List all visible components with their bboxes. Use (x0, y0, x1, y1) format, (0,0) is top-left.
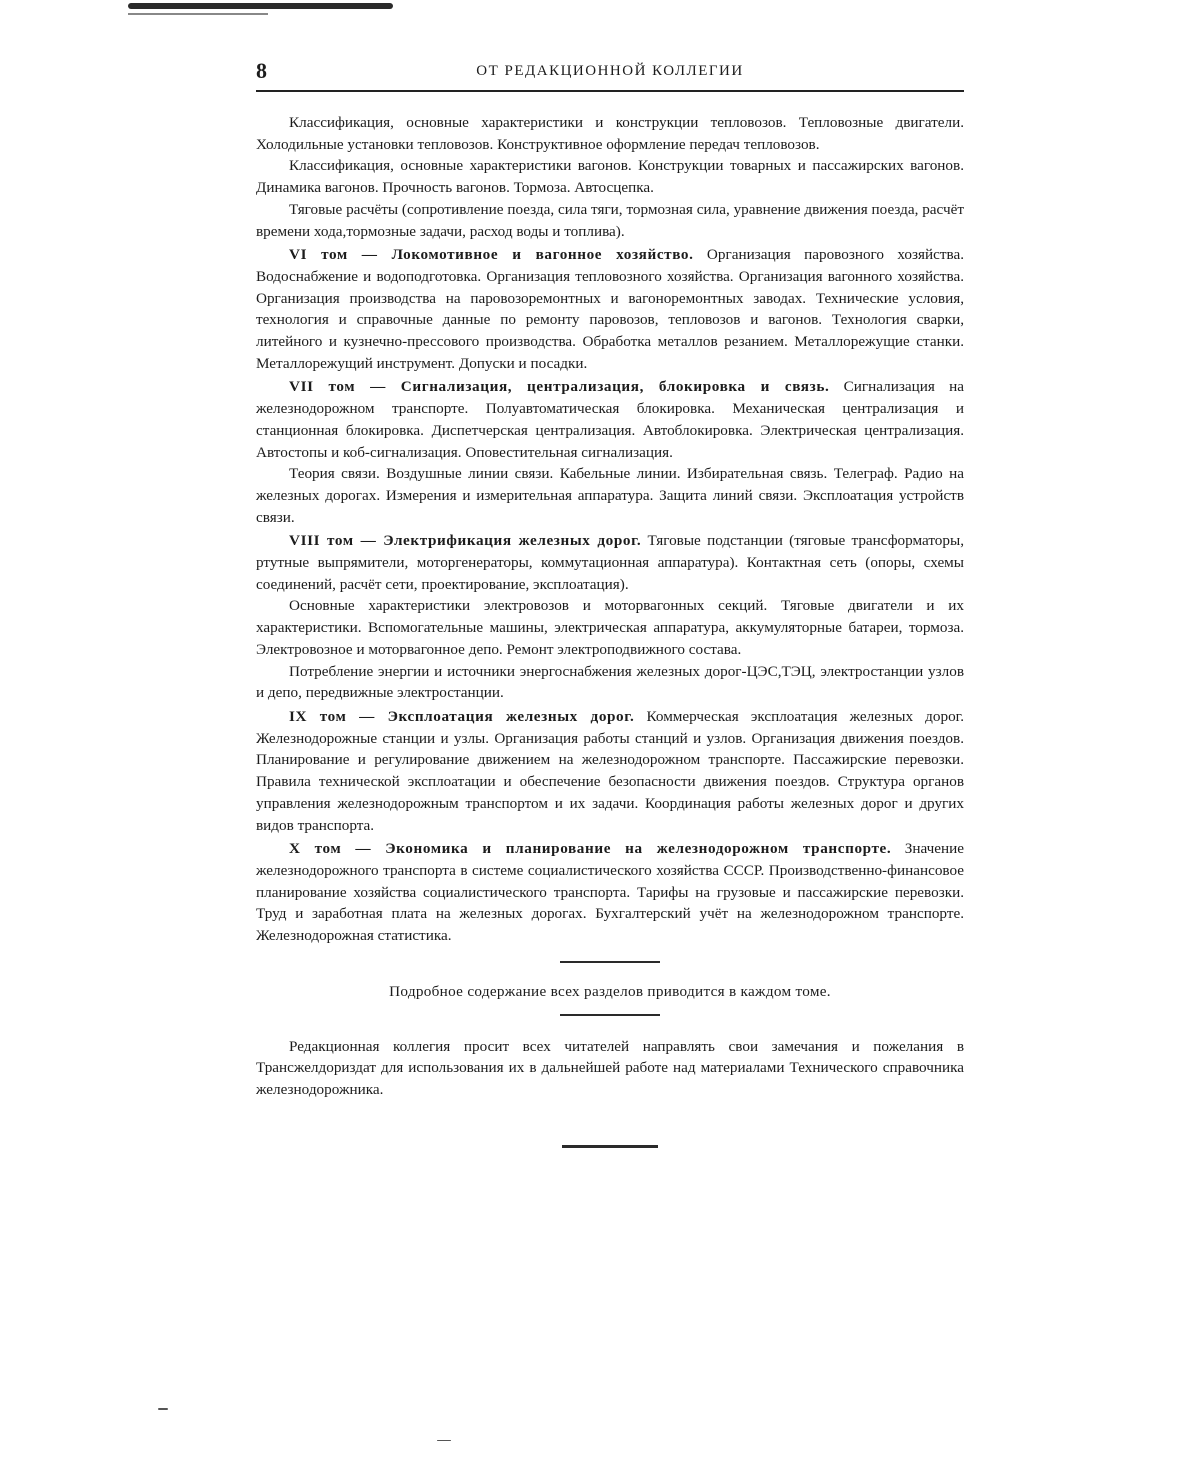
scan-speck (437, 1440, 451, 1441)
section-divider (560, 1014, 660, 1016)
body-paragraph (256, 244, 964, 374)
volume-heading: VI том — Локомотивное и вагонное хозяйство. (289, 246, 694, 264)
paragraph-text: Организация паровозного хозяйства. Водоснабжение и водоподготовка. Организация тепловозного хозяйства. Организация вагонного хозяйства. Организация производства на паровозоремонтных и вагоноремонтных заводах. Технические условия, технология и справочные данные по ремонту паровозов, тепловозов и вагонов. Технология сварки, литейного и кузнечно-прессового производства. Обработка металлов резанием. Металлорежущие станки. Металлорежущий инструмент. Допуски и посадки. (256, 246, 964, 372)
paragraph-text: Тяговые расчёты (сопротивление поезда, сила тяги, тормозная сила, уравнение движения поезда, расчёт времени хода,тормозные задачи, расход воды и топлива). (256, 200, 964, 240)
body-paragraph (256, 838, 964, 947)
paragraph-text: Коммерческая эксплоатация железных дорог. Железнодорожные станции и узлы. Организация работы станций и узлов. Организация движения поездов. Планирование и регулирование движением на железнодорожном транспорте. Пассажирские перевозки. Правила технической эксплоатации и обеспечение безопасности движения поездов. Структура органов управления железнодорожным транспортом и их задачи. Координация работы железных дорог и других видов транспорта. (256, 707, 964, 834)
section-divider (560, 961, 660, 963)
scan-speck (158, 1408, 168, 1410)
scan-edge-mark (128, 3, 393, 9)
scan-edge-mark-thin (128, 13, 268, 15)
body-paragraph (256, 530, 964, 595)
paragraph-text: Сигнализация на железнодорожном транспорте. Полуавтоматическая блокировка. Механическая централизация и станционная блокировка. Диспетчерская централизация. Автоблокировка. Электрическая централизация. Автостопы и коб-сигнализация. Оповестительная сигнализация. (256, 378, 965, 461)
paragraph-text: Теория связи. Воздушные линии связи. Кабельные линии. Избирательная связь. Телеграф. Радио на железных дорогах. Измерения и измерительная аппаратура. Защита линий связи. Эксплоатация устройств связи. (256, 465, 964, 526)
volume-heading: VII том — Сигнализация, централизация, блокировка и связь. (289, 378, 830, 396)
paragraph-text: Основные характеристики электровозов и моторвагонных секций. Тяговые двигатели и их характеристики. Вспомогательные машины, электрическая аппаратура, аккумуляторные батареи, тормоза. Электровозное и моторвагонное депо. Ремонт электроподвижного состава. (256, 597, 964, 658)
running-head (256, 58, 964, 92)
body-text (256, 112, 964, 947)
body-paragraph (256, 199, 964, 242)
closing-paragraph: Редакционная коллегия просит всех читателей направлять свои замечания и пожелания в Трансжелдориздат для использования их в дальнейшей работе над материалами Технического справочника железнодорожника. (256, 1037, 964, 1099)
page-number: 8 (256, 58, 268, 83)
volume-heading: X том — Экономика и планирование на железнодорожном транспорте. (289, 840, 892, 858)
body-paragraph (256, 376, 964, 463)
paragraph-text: Потребление энергии и источники энергоснабжения железных дорог-ЦЭС,ТЭЦ, электростанции узлов и депо, передвижные электростанции. (256, 662, 964, 702)
volume-heading: IX том — Эксплоатация железных дорог. (289, 707, 635, 725)
volume-heading: VIII том — Электрификация железных дорог. (289, 532, 642, 550)
body-paragraph (256, 463, 964, 528)
body-paragraph (256, 112, 964, 155)
paragraph-text: Значение железнодорожного транспорта в системе социалистического хозяйства СССР. Производственно-финансовое планирование хозяйства социалистического транспорта. Тарифы на грузовые и пассажирские перевозки. Труд и заработная плата на железных дорогах. Бухгалтерский учёт на железнодорожном транспорте. Железнодорожная статистика. (256, 840, 964, 945)
paragraph-text: Тяговые подстанции (тяговые трансформаторы, ртутные выпрямители, моторгенераторы, коммутационная аппаратура). Контактная сеть (опоры, схемы соединений, расчёт сети, проектирование, эксплоатация). (256, 532, 964, 593)
contents-note: Подробное содержание всех разделов приводится в каждом томе. (389, 982, 831, 1000)
running-title: ОТ РЕДАКЦИОННОЙ КОЛЛЕГИИ (476, 63, 744, 79)
book-page (256, 58, 964, 1148)
body-paragraph (256, 706, 964, 836)
body-paragraph (256, 155, 964, 198)
body-paragraph (256, 661, 964, 704)
paragraph-text: Классификация, основные характеристики и конструкции тепловозов. Тепловозные двигатели. Холодильные установки тепловозов. Конструктивное оформление передач тепловозов. (256, 114, 964, 153)
paragraph-text: Классификация, основные характеристики вагонов. Конструкции товарных и пассажирских вагонов. Динамика вагонов. Прочность вагонов. Тормоза. Автосцепка. (256, 157, 964, 197)
body-paragraph (256, 595, 964, 660)
end-divider (562, 1145, 658, 1148)
